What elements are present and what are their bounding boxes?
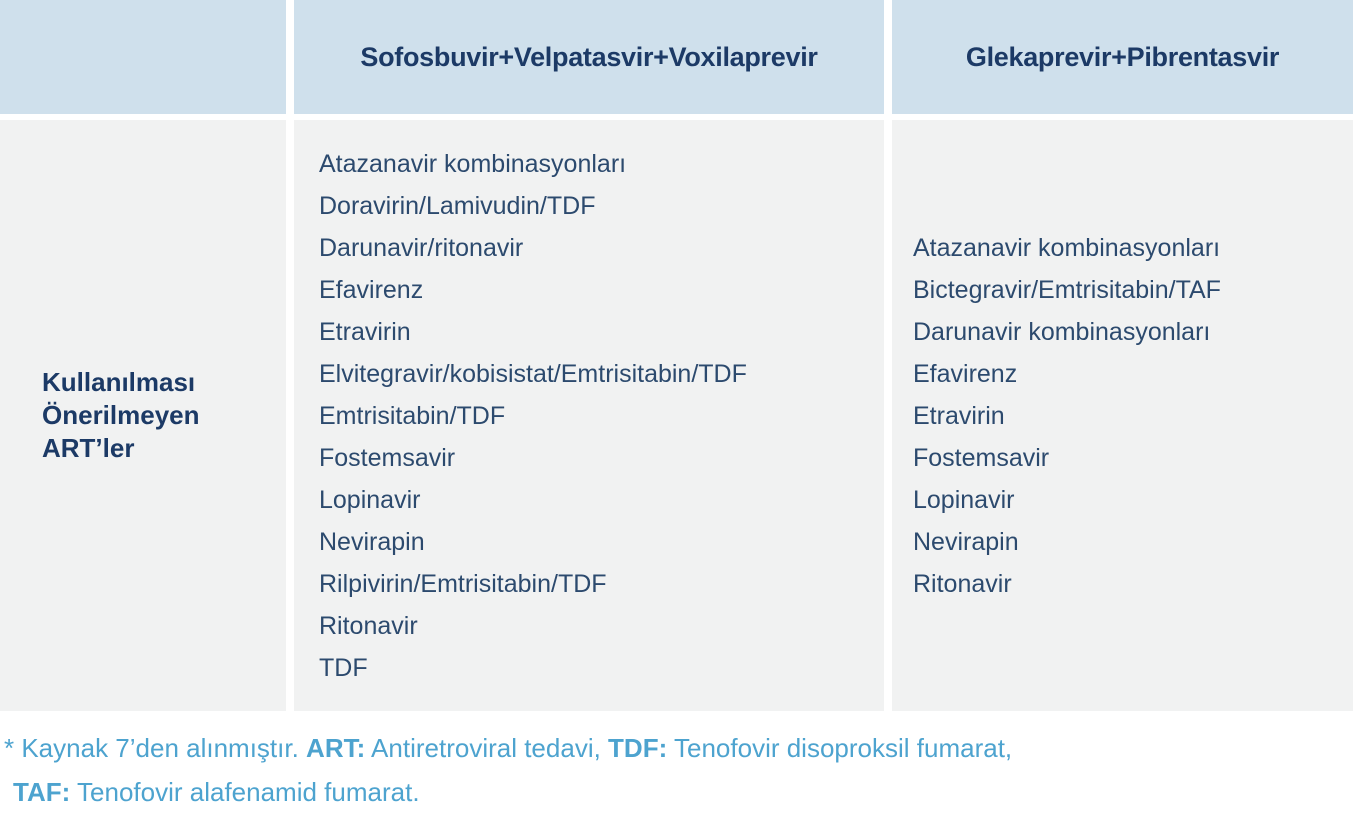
sof-vel-vox-drug-list	[319, 143, 884, 689]
drug-list-item: TDF	[319, 653, 368, 682]
footnote	[4, 726, 1355, 814]
drug-list-item: Ritonavir	[913, 569, 1012, 598]
drug-list-item: Rilpivirin/Emtrisitabin/TDF	[319, 569, 607, 598]
drug-list-item: Doravirin/Lamivudin/TDF	[319, 191, 596, 220]
column-header-label: Glekaprevir+Pibrentasvir	[965, 41, 1280, 72]
drug-list-item: Atazanavir kombinasyonları	[319, 149, 627, 178]
drug-list-item: Etravirin	[319, 317, 411, 346]
drug-list-item: Emtrisitabin/TDF	[319, 401, 506, 430]
footnote-text: Tenofovir alafenamid fumarat.	[70, 777, 420, 807]
row-label: Kullanılması Önerilmeyen ART’ler	[42, 367, 200, 463]
drug-list-item: Darunavir/ritonavir	[319, 233, 524, 262]
column-header-label: Sofosbuvir+Velpatasvir+Voxilaprevir	[360, 41, 818, 72]
drug-list-item: Fostemsavir	[319, 443, 456, 472]
drug-list-item: Elvitegravir/kobisistat/Emtrisitabin/TDF	[319, 359, 747, 388]
drug-list-item: Efavirenz	[913, 359, 1018, 388]
drug-list-item: Lopinavir	[913, 485, 1015, 514]
header-glekaprevir-pibrentasvir	[892, 0, 1353, 114]
footnote-text: Tenofovir disoproksil fumarat,	[667, 733, 1013, 763]
footnote-line-1	[4, 726, 1355, 770]
footnote-abbreviation: TDF:	[608, 733, 668, 763]
drug-list-item: Efavirenz	[319, 275, 424, 304]
footnote-abbreviation: ART:	[306, 733, 366, 763]
footnote-abbreviation: TAF:	[13, 777, 71, 807]
drug-list-item: Ritonavir	[319, 611, 418, 640]
drug-list-item: Bictegravir/Emtrisitabin/TAF	[913, 275, 1221, 304]
footnote-text: * Kaynak 7’den alınmıştır.	[4, 733, 307, 763]
footnote-line-2	[4, 770, 1355, 814]
footnote-text: Antiretroviral tedavi,	[365, 733, 609, 763]
row-label-cell	[0, 120, 286, 711]
header-empty-cell	[0, 0, 286, 114]
drug-list-item: Nevirapin	[319, 527, 425, 556]
drug-list-item: Lopinavir	[319, 485, 421, 514]
glekaprevir-pibrentasvir-cell	[892, 120, 1353, 711]
sofosbuvir-velpatasvir-voxilaprevir-cell	[294, 120, 884, 711]
drug-list-item: Darunavir kombinasyonları	[913, 317, 1211, 346]
drug-list-item: Nevirapin	[913, 527, 1019, 556]
drug-list-item: Fostemsavir	[913, 443, 1050, 472]
header-sofosbuvir-velpatasvir-voxilaprevir	[294, 0, 884, 114]
drug-list-item: Etravirin	[913, 401, 1005, 430]
drug-list-item: Atazanavir kombinasyonları	[913, 233, 1221, 262]
gle-pib-drug-list	[913, 227, 1353, 605]
